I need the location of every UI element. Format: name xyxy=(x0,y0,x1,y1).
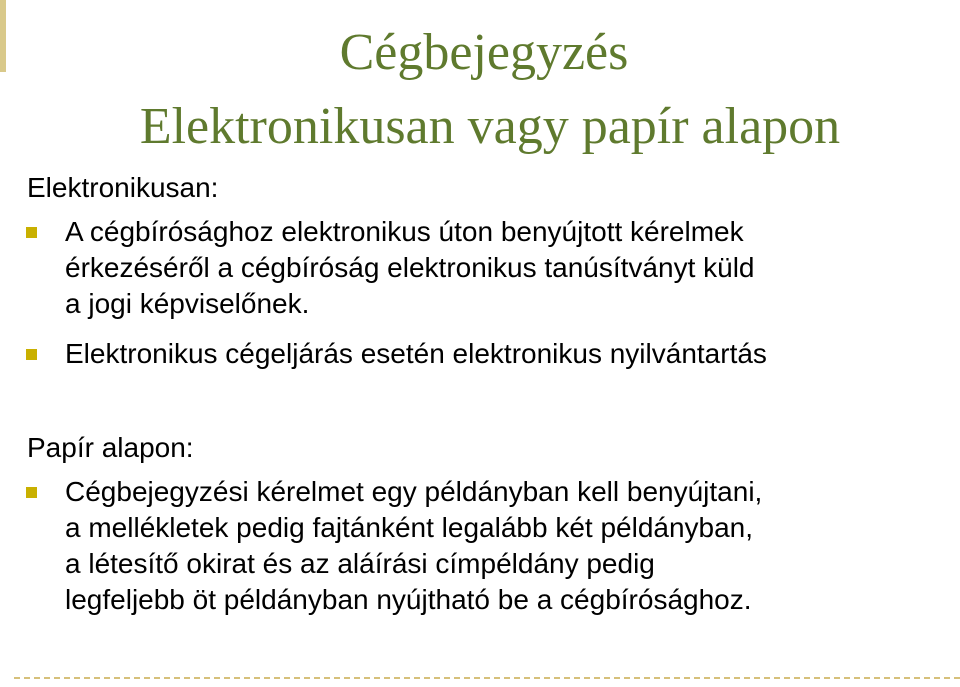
list-item xyxy=(0,336,960,372)
square-bullet-icon xyxy=(26,487,37,498)
bottom-dashed-rule xyxy=(14,677,960,679)
bullet-text-line: érkezéséről a cégbíróság elektronikus tanúsítványt küld xyxy=(65,252,755,283)
bullet-text-line: a mellékletek pedig fajtánként legalább két példányban, xyxy=(65,512,754,543)
bullet-text-line: a jogi képviselőnek. xyxy=(65,288,310,319)
bullet-text-line: A cégbírósághoz elektronikus úton benyújtott kérelmek xyxy=(65,216,744,247)
section-heading-electronic: Elektronikusan: xyxy=(27,172,219,203)
bullet-text-line: legfeljebb öt példányban nyújtható be a cégbírósághoz. xyxy=(65,584,752,615)
section-heading-paper: Papír alapon: xyxy=(27,432,194,463)
list-item xyxy=(0,214,960,322)
slide-subtitle: Elektronikusan vagy papír alapon xyxy=(139,98,841,155)
bullet-list-electronic xyxy=(0,214,960,386)
bullet-text-line: Elektronikus cégeljárás esetén elektronikus nyilvántartás xyxy=(65,338,767,369)
bullet-text-line: a létesítő okirat és az aláírási címpéldány pedig xyxy=(65,548,655,579)
bullet-text-line: Cégbejegyzési kérelmet egy példányban kell benyújtani, xyxy=(65,476,763,507)
square-bullet-icon xyxy=(26,349,37,360)
list-item xyxy=(0,474,960,618)
slide-title: Cégbejegyzés xyxy=(339,24,629,81)
bullet-list-paper xyxy=(0,474,960,632)
square-bullet-icon xyxy=(26,227,37,238)
